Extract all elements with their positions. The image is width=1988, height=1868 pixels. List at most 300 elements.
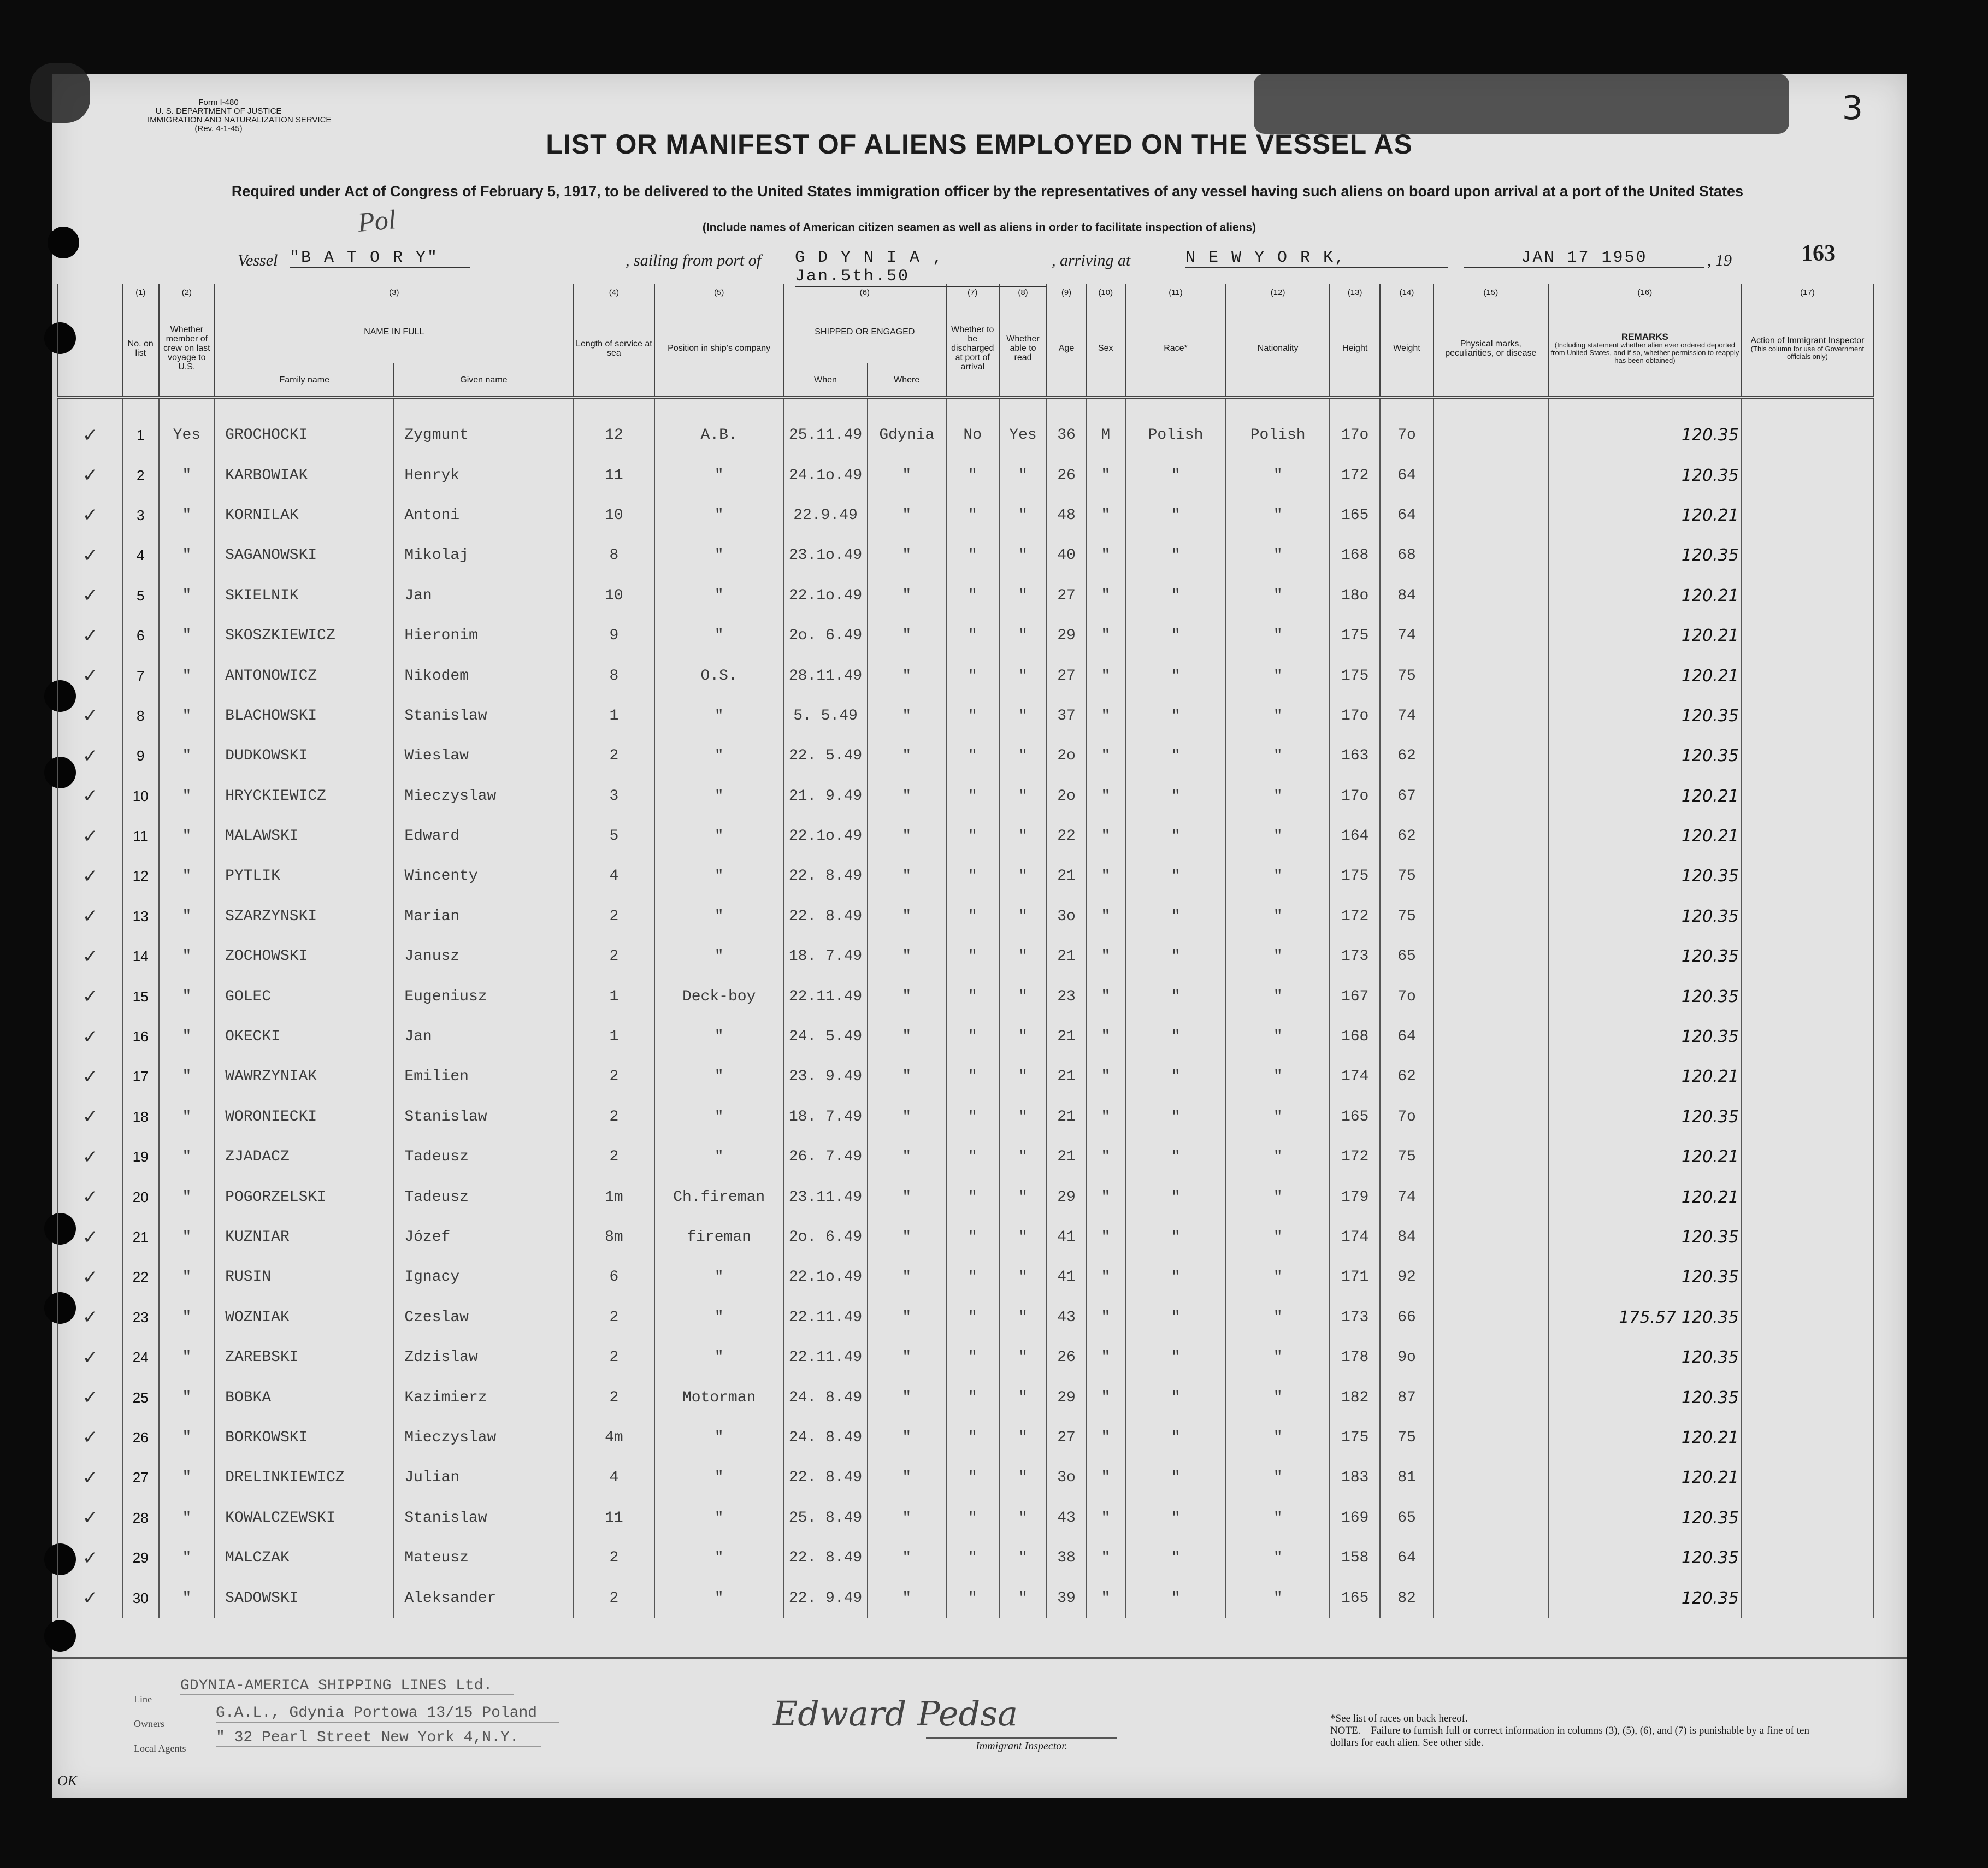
row-number: 11 bbox=[122, 816, 159, 856]
length-of-service: 4m bbox=[574, 1418, 655, 1458]
tick: ✓ bbox=[58, 1458, 122, 1498]
header-race: Race* bbox=[1125, 300, 1226, 398]
able-to-read: " bbox=[999, 1578, 1047, 1618]
shipped-when: 22.11.49 bbox=[783, 976, 868, 1016]
weight: 67 bbox=[1380, 776, 1433, 816]
position: " bbox=[654, 1298, 783, 1337]
crew-last-voyage: " bbox=[159, 1578, 215, 1618]
able-to-read: " bbox=[999, 1538, 1047, 1578]
action-sub: (This column for use of Government officials only) bbox=[1750, 345, 1865, 361]
sex: " bbox=[1086, 1017, 1125, 1057]
position: " bbox=[654, 455, 783, 495]
table-row bbox=[58, 1538, 1873, 1578]
tick: ✓ bbox=[58, 1017, 122, 1057]
given-name: Kazimierz bbox=[394, 1377, 573, 1417]
department: U. S. DEPARTMENT OF JUSTICE bbox=[155, 107, 282, 116]
crew-last-voyage: " bbox=[159, 1458, 215, 1498]
weight: 75 bbox=[1380, 856, 1433, 896]
sex: " bbox=[1086, 616, 1125, 656]
table-row bbox=[58, 616, 1873, 656]
tick: ✓ bbox=[58, 1578, 122, 1618]
length-of-service: 2 bbox=[574, 736, 655, 776]
remarks: 175.57 120.35 bbox=[1548, 1298, 1742, 1337]
able-to-read: " bbox=[999, 656, 1047, 696]
header-height: Height bbox=[1330, 300, 1380, 398]
position: " bbox=[654, 816, 783, 856]
nationality: " bbox=[1226, 1137, 1330, 1177]
height: 172 bbox=[1330, 455, 1380, 495]
tick: ✓ bbox=[58, 1057, 122, 1097]
nationality: " bbox=[1226, 1257, 1330, 1297]
tick: ✓ bbox=[58, 576, 122, 616]
row-number: 23 bbox=[122, 1298, 159, 1337]
penalty-note: NOTE.—Failure to furnish full or correct information in columns (3), (5), (6), and (7) is punishable by a fine of ten dollars for each alien. See other side. bbox=[1330, 1725, 1809, 1748]
manifest-table bbox=[57, 284, 1874, 1618]
family-name: MALAWSKI bbox=[215, 816, 394, 856]
able-to-read: " bbox=[999, 1458, 1047, 1498]
position: " bbox=[654, 1137, 783, 1177]
given-name: Nikodem bbox=[394, 656, 573, 696]
shipped-when: 21. 9.49 bbox=[783, 776, 868, 816]
tick: ✓ bbox=[58, 496, 122, 535]
length-of-service: 1 bbox=[574, 976, 655, 1016]
able-to-read: " bbox=[999, 616, 1047, 656]
table-row bbox=[58, 496, 1873, 535]
physical-marks bbox=[1434, 496, 1548, 535]
able-to-read: " bbox=[999, 816, 1047, 856]
given-name: Mieczyslaw bbox=[394, 1418, 573, 1458]
race: " bbox=[1125, 1097, 1226, 1137]
weight: 82 bbox=[1380, 1578, 1433, 1618]
table-row bbox=[58, 816, 1873, 856]
shipped-when: 22.11.49 bbox=[783, 1337, 868, 1377]
physical-marks bbox=[1434, 856, 1548, 896]
binding-hole bbox=[44, 1620, 76, 1652]
table-row bbox=[58, 776, 1873, 816]
discharged: " bbox=[946, 1498, 999, 1538]
header-name-in-full: NAME IN FULL bbox=[215, 300, 573, 363]
family-name: SADOWSKI bbox=[215, 1578, 394, 1618]
weight: 81 bbox=[1380, 1458, 1433, 1498]
physical-marks bbox=[1434, 1377, 1548, 1417]
nationality: " bbox=[1226, 1418, 1330, 1458]
able-to-read: " bbox=[999, 1498, 1047, 1538]
age: 27 bbox=[1047, 1418, 1086, 1458]
position: " bbox=[654, 1498, 783, 1538]
given-name: Czeslaw bbox=[394, 1298, 573, 1337]
tick: ✓ bbox=[58, 1498, 122, 1538]
age: 29 bbox=[1047, 1377, 1086, 1417]
remarks: 120.35 bbox=[1548, 1257, 1742, 1297]
col-num: (11) bbox=[1125, 284, 1226, 300]
crew-last-voyage: " bbox=[159, 1217, 215, 1257]
able-to-read: " bbox=[999, 1418, 1047, 1458]
age: 26 bbox=[1047, 455, 1086, 495]
col-num: (3) bbox=[215, 284, 573, 300]
shipped-when: 5. 5.49 bbox=[783, 696, 868, 736]
manifest-rows bbox=[58, 398, 1873, 1618]
inspector-action bbox=[1742, 1298, 1873, 1337]
race: " bbox=[1125, 1458, 1226, 1498]
age: 29 bbox=[1047, 1177, 1086, 1217]
weight: 62 bbox=[1380, 736, 1433, 776]
weight: 75 bbox=[1380, 897, 1433, 936]
physical-marks bbox=[1434, 1498, 1548, 1538]
discharged: " bbox=[946, 455, 999, 495]
discharged: No bbox=[946, 398, 999, 456]
age: 48 bbox=[1047, 496, 1086, 535]
given-name: Janusz bbox=[394, 936, 573, 976]
tick: ✓ bbox=[58, 616, 122, 656]
race: " bbox=[1125, 1337, 1226, 1377]
position: fireman bbox=[654, 1217, 783, 1257]
height: 17o bbox=[1330, 398, 1380, 456]
weight: 62 bbox=[1380, 816, 1433, 856]
length-of-service: 2 bbox=[574, 1298, 655, 1337]
nationality: " bbox=[1226, 736, 1330, 776]
sex: " bbox=[1086, 455, 1125, 495]
manifest-sheet bbox=[52, 74, 1907, 1798]
action-title: Action of Immigrant Inspector bbox=[1750, 336, 1865, 345]
age: 22 bbox=[1047, 816, 1086, 856]
race: " bbox=[1125, 535, 1226, 575]
given-name: Julian bbox=[394, 1458, 573, 1498]
sailing-label: , sailing from port of bbox=[626, 251, 762, 269]
shipped-where: " bbox=[868, 1337, 946, 1377]
discharged: " bbox=[946, 616, 999, 656]
discharged: " bbox=[946, 496, 999, 535]
crew-last-voyage: " bbox=[159, 496, 215, 535]
discharged: " bbox=[946, 1217, 999, 1257]
length-of-service: 5 bbox=[574, 816, 655, 856]
position: " bbox=[654, 576, 783, 616]
discharged: " bbox=[946, 897, 999, 936]
nationality: " bbox=[1226, 656, 1330, 696]
weight: 9o bbox=[1380, 1337, 1433, 1377]
col-num: (17) bbox=[1742, 284, 1873, 300]
race: " bbox=[1125, 656, 1226, 696]
family-name: PYTLIK bbox=[215, 856, 394, 896]
crew-last-voyage: " bbox=[159, 696, 215, 736]
row-number: 7 bbox=[122, 656, 159, 696]
inspector-action bbox=[1742, 1137, 1873, 1177]
sex: " bbox=[1086, 776, 1125, 816]
family-name: KUZNIAR bbox=[215, 1217, 394, 1257]
crew-last-voyage: " bbox=[159, 1377, 215, 1417]
race: " bbox=[1125, 1137, 1226, 1177]
nationality: " bbox=[1226, 535, 1330, 575]
row-number: 1 bbox=[122, 398, 159, 456]
tick: ✓ bbox=[58, 936, 122, 976]
weight: 7o bbox=[1380, 1097, 1433, 1137]
height: 17o bbox=[1330, 696, 1380, 736]
position: A.B. bbox=[654, 398, 783, 456]
position: " bbox=[654, 776, 783, 816]
tick: ✓ bbox=[58, 856, 122, 896]
col-num: (10) bbox=[1086, 284, 1125, 300]
shipped-when: 24. 8.49 bbox=[783, 1377, 868, 1417]
discharged: " bbox=[946, 936, 999, 976]
given-name: Hieronim bbox=[394, 616, 573, 656]
position: " bbox=[654, 496, 783, 535]
given-name: Zdzislaw bbox=[394, 1337, 573, 1377]
row-number: 18 bbox=[122, 1097, 159, 1137]
length-of-service: 2 bbox=[574, 1337, 655, 1377]
nationality: " bbox=[1226, 616, 1330, 656]
nationality: " bbox=[1226, 455, 1330, 495]
remarks: 120.35 bbox=[1548, 1017, 1742, 1057]
tick-column-header bbox=[58, 284, 122, 398]
family-name: DUDKOWSKI bbox=[215, 736, 394, 776]
shipped-where: " bbox=[868, 856, 946, 896]
remarks: 120.35 bbox=[1548, 455, 1742, 495]
remarks: 120.35 bbox=[1548, 1097, 1742, 1137]
sex: " bbox=[1086, 496, 1125, 535]
inspector-action bbox=[1742, 496, 1873, 535]
inspector-action bbox=[1742, 1458, 1873, 1498]
shipped-when: 18. 7.49 bbox=[783, 936, 868, 976]
crew-last-voyage: " bbox=[159, 897, 215, 936]
nationality: " bbox=[1226, 1377, 1330, 1417]
table-row bbox=[58, 1377, 1873, 1417]
shipped-when: 22.11.49 bbox=[783, 1298, 868, 1337]
race: " bbox=[1125, 1538, 1226, 1578]
able-to-read: " bbox=[999, 936, 1047, 976]
arrival-date: JAN 17 1950 bbox=[1464, 249, 1704, 268]
height: 164 bbox=[1330, 816, 1380, 856]
row-number: 15 bbox=[122, 976, 159, 1016]
race: " bbox=[1125, 1377, 1226, 1417]
row-number: 27 bbox=[122, 1458, 159, 1498]
family-name: WORONIECKI bbox=[215, 1097, 394, 1137]
age: 40 bbox=[1047, 535, 1086, 575]
tick: ✓ bbox=[58, 1418, 122, 1458]
family-name: OKECKI bbox=[215, 1017, 394, 1057]
discharged: " bbox=[946, 535, 999, 575]
weight: 92 bbox=[1380, 1257, 1433, 1297]
height: 165 bbox=[1330, 496, 1380, 535]
family-name: BOBKA bbox=[215, 1377, 394, 1417]
family-name: WAWRZYNIAK bbox=[215, 1057, 394, 1097]
remarks: 120.21 bbox=[1548, 1458, 1742, 1498]
given-name: Tadeusz bbox=[394, 1137, 573, 1177]
remarks: 120.35 bbox=[1548, 1498, 1742, 1538]
weight: 74 bbox=[1380, 696, 1433, 736]
position: " bbox=[654, 936, 783, 976]
able-to-read: Yes bbox=[999, 398, 1047, 456]
shipped-when: 22. 8.49 bbox=[783, 897, 868, 936]
shipped-when: 22.9.49 bbox=[783, 496, 868, 535]
age: 36 bbox=[1047, 398, 1086, 456]
race: " bbox=[1125, 1217, 1226, 1257]
shipped-where: " bbox=[868, 576, 946, 616]
agents-label: Local Agents bbox=[134, 1743, 186, 1754]
inspector-signature: Edward Pedsa bbox=[773, 1694, 1018, 1734]
able-to-read: " bbox=[999, 1177, 1047, 1217]
height: 174 bbox=[1330, 1217, 1380, 1257]
col-num: (15) bbox=[1434, 284, 1548, 300]
crew-last-voyage: " bbox=[159, 1057, 215, 1097]
height: 172 bbox=[1330, 897, 1380, 936]
crew-last-voyage: " bbox=[159, 1498, 215, 1538]
able-to-read: " bbox=[999, 1337, 1047, 1377]
tick: ✓ bbox=[58, 976, 122, 1016]
age: 41 bbox=[1047, 1257, 1086, 1297]
inspector-action bbox=[1742, 1217, 1873, 1257]
row-number: 20 bbox=[122, 1177, 159, 1217]
shipped-where: " bbox=[868, 1097, 946, 1137]
row-number: 30 bbox=[122, 1578, 159, 1618]
able-to-read: " bbox=[999, 1298, 1047, 1337]
nationality: " bbox=[1226, 1458, 1330, 1498]
table-row bbox=[58, 455, 1873, 495]
vessel-value: "B A T O R Y" bbox=[290, 249, 470, 268]
inspector-action bbox=[1742, 936, 1873, 976]
sex: " bbox=[1086, 1137, 1125, 1177]
remarks-title: REMARKS bbox=[1621, 332, 1668, 342]
weight: 7o bbox=[1380, 398, 1433, 456]
shipped-where: " bbox=[868, 976, 946, 1016]
age: 27 bbox=[1047, 576, 1086, 616]
weight: 64 bbox=[1380, 496, 1433, 535]
family-name: SZARZYNSKI bbox=[215, 897, 394, 936]
table-row bbox=[58, 1137, 1873, 1177]
line-label: Line bbox=[134, 1694, 152, 1705]
sex: " bbox=[1086, 1057, 1125, 1097]
position: O.S. bbox=[654, 656, 783, 696]
height: 175 bbox=[1330, 856, 1380, 896]
physical-marks bbox=[1434, 776, 1548, 816]
shipped-where: " bbox=[868, 496, 946, 535]
family-name: BORKOWSKI bbox=[215, 1418, 394, 1458]
nationality: " bbox=[1226, 1057, 1330, 1097]
inspector-action bbox=[1742, 1097, 1873, 1137]
header-physical-marks: Physical marks, peculiarities, or disease bbox=[1434, 300, 1548, 398]
race: " bbox=[1125, 576, 1226, 616]
row-number: 17 bbox=[122, 1057, 159, 1097]
nationality: " bbox=[1226, 1298, 1330, 1337]
age: 29 bbox=[1047, 616, 1086, 656]
position: " bbox=[654, 616, 783, 656]
able-to-read: " bbox=[999, 496, 1047, 535]
sex: M bbox=[1086, 398, 1125, 456]
discharged: " bbox=[946, 856, 999, 896]
sex: " bbox=[1086, 1217, 1125, 1257]
shipped-where: " bbox=[868, 816, 946, 856]
length-of-service: 11 bbox=[574, 455, 655, 495]
header-when: When bbox=[783, 363, 868, 398]
table-row bbox=[58, 696, 1873, 736]
inspector-action bbox=[1742, 616, 1873, 656]
shipped-where: " bbox=[868, 1298, 946, 1337]
subtitle: Required under Act of Congress of February 5, 1917, to be delivered to the United States immigration officer by the representatives of any vessel having such aliens on board upon arrival at a port of the United States bbox=[231, 183, 1744, 199]
row-number: 26 bbox=[122, 1418, 159, 1458]
crew-last-voyage: " bbox=[159, 1177, 215, 1217]
given-name: Ignacy bbox=[394, 1257, 573, 1297]
sex: " bbox=[1086, 1458, 1125, 1498]
shipped-where: " bbox=[868, 736, 946, 776]
shipped-where: " bbox=[868, 1217, 946, 1257]
race: " bbox=[1125, 897, 1226, 936]
nationality: " bbox=[1226, 1578, 1330, 1618]
discharged: " bbox=[946, 776, 999, 816]
height: 175 bbox=[1330, 656, 1380, 696]
shipped-where: " bbox=[868, 696, 946, 736]
able-to-read: " bbox=[999, 1257, 1047, 1297]
table-row bbox=[58, 1257, 1873, 1297]
remarks: 120.21 bbox=[1548, 776, 1742, 816]
shipped-when: 22. 5.49 bbox=[783, 736, 868, 776]
able-to-read: " bbox=[999, 897, 1047, 936]
remarks-sub: (Including statement whether alien ever ordered deported from United States, and if so, whether permission to reapply has been obtained) bbox=[1550, 341, 1739, 364]
shipped-where: " bbox=[868, 776, 946, 816]
nationality: " bbox=[1226, 897, 1330, 936]
tick: ✓ bbox=[58, 1177, 122, 1217]
age: 26 bbox=[1047, 1337, 1086, 1377]
height: 165 bbox=[1330, 1097, 1380, 1137]
crew-last-voyage: " bbox=[159, 1418, 215, 1458]
height: 18o bbox=[1330, 576, 1380, 616]
table-row bbox=[58, 1177, 1873, 1217]
nationality: " bbox=[1226, 1337, 1330, 1377]
length-of-service: 4 bbox=[574, 856, 655, 896]
race: " bbox=[1125, 736, 1226, 776]
shipped-when: 23. 9.49 bbox=[783, 1057, 868, 1097]
nationality: " bbox=[1226, 776, 1330, 816]
family-name: KARBOWIAK bbox=[215, 455, 394, 495]
length-of-service: 3 bbox=[574, 776, 655, 816]
arriving-value: N E W Y O R K, bbox=[1185, 249, 1448, 268]
weight: 66 bbox=[1380, 1298, 1433, 1337]
sex: " bbox=[1086, 856, 1125, 896]
inspector-label: Immigrant Inspector. bbox=[926, 1737, 1117, 1753]
family-name: MALCZAK bbox=[215, 1538, 394, 1578]
sex: " bbox=[1086, 1298, 1125, 1337]
family-name: POGORZELSKI bbox=[215, 1177, 394, 1217]
family-name: ZJADACZ bbox=[215, 1137, 394, 1177]
given-name: Stanislaw bbox=[394, 696, 573, 736]
remarks: 120.35 bbox=[1548, 1578, 1742, 1618]
able-to-read: " bbox=[999, 1057, 1047, 1097]
given-name: Wieslaw bbox=[394, 736, 573, 776]
given-name: Henryk bbox=[394, 455, 573, 495]
nationality: " bbox=[1226, 1017, 1330, 1057]
sex: " bbox=[1086, 736, 1125, 776]
table-row bbox=[58, 1017, 1873, 1057]
corner-mark: OK bbox=[57, 1773, 78, 1789]
remarks: 120.21 bbox=[1548, 816, 1742, 856]
remarks: 120.35 bbox=[1548, 897, 1742, 936]
shipped-where: " bbox=[868, 656, 946, 696]
crew-last-voyage: " bbox=[159, 976, 215, 1016]
crew-last-voyage: " bbox=[159, 535, 215, 575]
height: 167 bbox=[1330, 976, 1380, 1016]
given-name: Mikolaj bbox=[394, 535, 573, 575]
remarks: 120.21 bbox=[1548, 656, 1742, 696]
position: " bbox=[654, 897, 783, 936]
table-row bbox=[58, 856, 1873, 896]
sex: " bbox=[1086, 1377, 1125, 1417]
weight: 74 bbox=[1380, 1177, 1433, 1217]
redaction-smudge bbox=[1254, 74, 1789, 134]
shipped-when: 18. 7.49 bbox=[783, 1097, 868, 1137]
tick: ✓ bbox=[58, 897, 122, 936]
position: " bbox=[654, 535, 783, 575]
height: 175 bbox=[1330, 1418, 1380, 1458]
tick: ✓ bbox=[58, 535, 122, 575]
crew-last-voyage: " bbox=[159, 616, 215, 656]
sex: " bbox=[1086, 1257, 1125, 1297]
